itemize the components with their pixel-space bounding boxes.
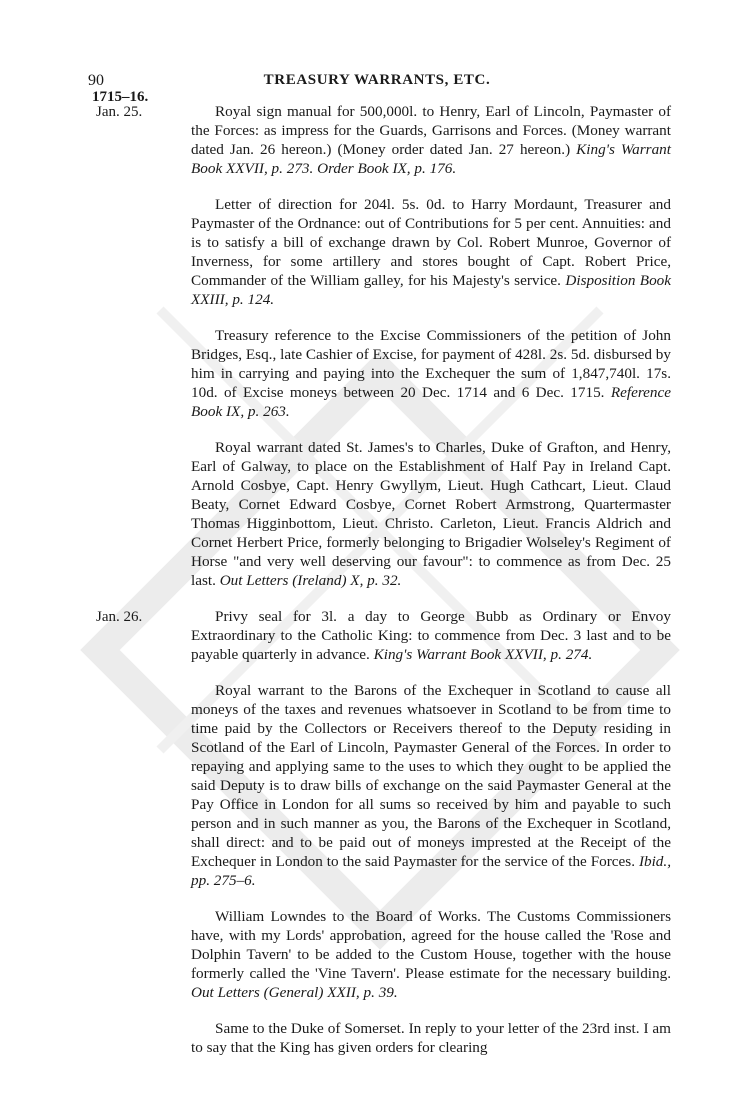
entry-reference: Ibid., pp. 275–6. (191, 853, 671, 889)
entry-text (191, 326, 671, 421)
entry-text (191, 907, 671, 1002)
entry-reference: Out Letters (Ireland) X, p. 32. (219, 572, 402, 589)
entry-reference: Reference Book IX, p. 263. (191, 384, 672, 420)
entry (0, 438, 754, 590)
entry-body: Same to the Duke of Somerset. In reply to your letter of the 23rd inst. I am to say that the King has given orders for clearing (191, 1020, 671, 1056)
entry-reference: King's Warrant Book XXVII, p. 273. Order Book IX, p. 176. (191, 141, 671, 177)
entry (0, 326, 754, 421)
entry-text (191, 1019, 671, 1057)
entry-body: Royal sign manual for 500,000l. to Henry, Earl of Lincoln, Paymaster of the Forces: as impress for the Guards, Garrisons and Forces. (Money warrant dated Jan. 26 hereon.) (Money order dated Jan. 27 hereon.) (191, 103, 671, 158)
entry-body: Royal warrant dated St. James's to Charles, Duke of Grafton, and Henry, Earl of Galway, to place on the Establishment of Half Pay in Ireland Capt. Arnold Cosbye, Capt. Henry Gwyllym, Lieut. Hugh Cathcart, Lieut. Claud Beaty, Cornet Edward Cosbye, Cornet Robert Armstrong, Quartermaster Thomas Higginbottom, Lieut. Christo. Carleton, Lieut. Francis Aldrich and Cornet Herbert Price, formerly belonging to Brigadier Wolseley's Regiment of Horse "and very well deserving our favour": to commence as from Dec. 25 last. (191, 439, 671, 589)
entry (0, 607, 754, 664)
entry-body: Privy seal for 3l. a day to George Bubb as Ordinary or Envoy Extraordinary to the Catholic King: to commence from Dec. 3 last and to be payable quarterly in advance. (191, 608, 671, 663)
entry-body: Letter of direction for 204l. 5s. 0d. to Harry Mordaunt, Treasurer and Paymaster of the Ordnance: out of Contributions for 5 per cent. Annuities: and is to satisfy a bill of exchange drawn by Col. Robert Munroe, Governor of Inverness, for some artillery and stores bought of Capt. Robert Price, Commander of the William galley, for his Majesty's service. (191, 196, 671, 289)
entry-reference: Out Letters (General) XXII, p. 39. (191, 984, 398, 1001)
entry-body: Royal warrant to the Barons of the Exchequer in Scotland to cause all moneys of the taxes and revenues whatsoever in Scotland to be from time to time paid by the Collectors or Receivers thereof to the Deputy residing in Scotland of the Earl of Lincoln, Paymaster General of the Forces. In order to repaying and applying same to the uses to which they ought to be applied the said Deputy is to draw bills of exchange on the said Paymaster General at the Pay Office in London for all sums so received by him and payable to such person and in such manner as you, the Barons of the Exchequer in Scotland, shall direct: and to be paid out of moneys imprested at the Receipt of the Exchequer in London to the said Paymaster for the service of the Forces. (191, 682, 671, 870)
entry-text (191, 438, 671, 590)
entry (0, 102, 754, 178)
entry-date: Jan. 26. (96, 609, 143, 625)
entry-text (191, 102, 671, 178)
entry (0, 681, 754, 890)
entry-body: Treasury reference to the Excise Commissioners of the petition of John Bridges, Esq., late Cashier of Excise, for payment of 428l. 2s. 5d. disbursed by him in carrying and paying into the Exchequer the sum of 1,847,740l. 17s. 10d. of Excise moneys between 20 Dec. 1714 and 6 Dec. 1715. (191, 327, 671, 401)
entry-text (191, 681, 671, 890)
entries-list (0, 102, 754, 1074)
entry-body: William Lowndes to the Board of Works. The Customs Commissioners have, with my Lords' approbation, agreed for the house called the 'Rose and Dolphin Tavern' to be added to the Custom House, together with the house formerly called the 'Vine Tavern'. Please estimate for the necessary building. (191, 908, 671, 982)
entry-text (191, 195, 671, 309)
running-title: TREASURY WARRANTS, ETC. (263, 72, 491, 88)
entry (0, 1019, 754, 1057)
page-number: 90 (88, 72, 104, 89)
entry-date: Jan. 25. (96, 104, 143, 120)
entry (0, 907, 754, 1002)
entry-text (191, 607, 671, 664)
entry (0, 195, 754, 309)
entry-reference: King's Warrant Book XXVII, p. 274. (373, 646, 593, 663)
entry-reference: Disposition Book XXIII, p. 124. (191, 272, 672, 308)
year-heading: 1715–16. (92, 89, 149, 105)
